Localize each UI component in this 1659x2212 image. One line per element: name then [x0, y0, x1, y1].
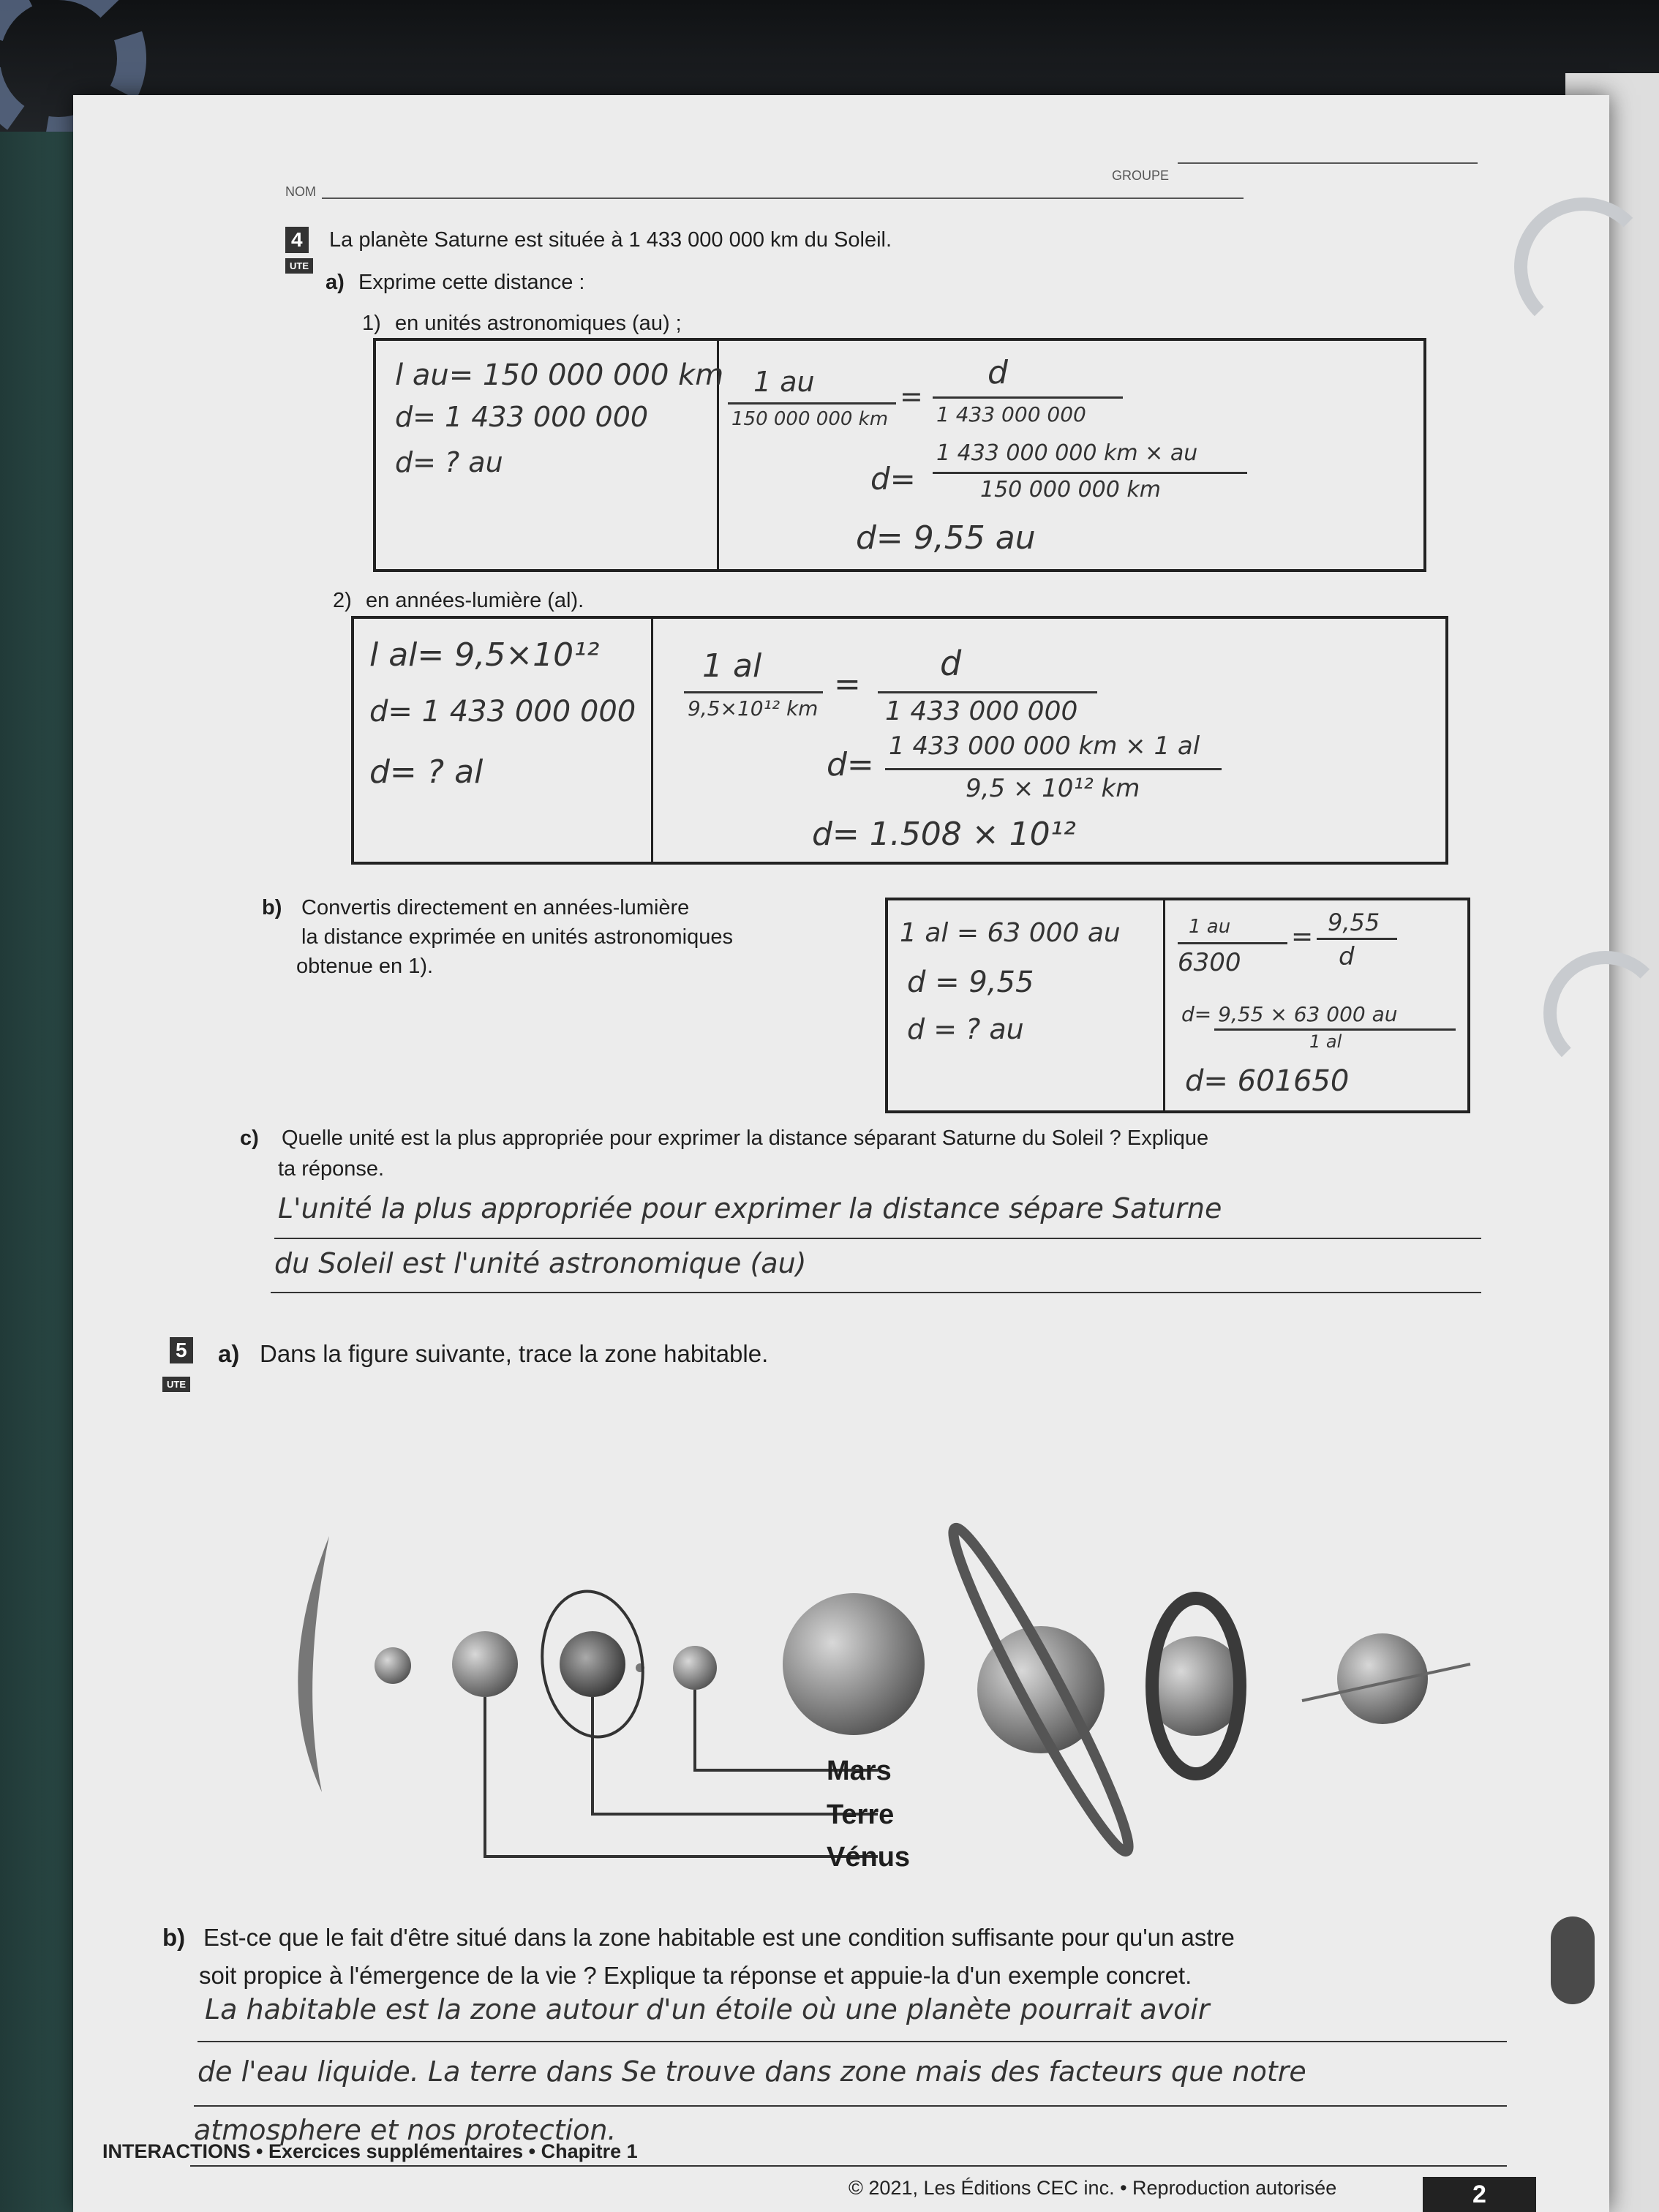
- planet-mars: [673, 1646, 717, 1690]
- page-number: 2: [1423, 2177, 1536, 2212]
- q4-b-text-1: Convertis directement en années-lumière: [301, 896, 690, 919]
- b-frac1-den: 6300: [1178, 948, 1241, 977]
- b-frac1-num: 1 au: [1189, 916, 1231, 938]
- a2-frac2-bar: [878, 691, 1097, 693]
- a2-frac2-den: 1 433 000 000: [885, 696, 1078, 726]
- a1-frac2-den: 1 433 000 000: [936, 402, 1086, 426]
- a2-frac2-num: d: [940, 644, 962, 683]
- label-terre: Terre: [827, 1799, 895, 1830]
- a2-frac1-den: 9,5×10¹² km: [688, 696, 819, 721]
- groupe-line: [1178, 162, 1478, 164]
- a2-given-2: d= 1 433 000 000: [369, 695, 636, 729]
- box-b-divider: [1163, 900, 1165, 1110]
- binder-ring-bottom: [1551, 1916, 1595, 2004]
- q5-b-text-2: soit propice à l'émergence de la vie ? Explique ta réponse et appuie-la d'un exemple concret.: [199, 1962, 1192, 1989]
- sun-edge: [298, 1536, 329, 1792]
- q5-b-text-1: Est-ce que le fait d'être situé dans la zone habitable est une condition suffisante pour qu'un astre: [203, 1924, 1235, 1951]
- a1-result: d= 9,55 au: [856, 519, 1036, 557]
- footer-right: © 2021, Les Éditions CEC inc. • Reproduction autorisée: [849, 2177, 1337, 2199]
- q5-b-answer-3: atmosphere et nos protection.: [194, 2114, 617, 2146]
- planet-jupiter: [783, 1593, 925, 1735]
- a1-frac1-num: 1 au: [753, 366, 815, 398]
- q4-b-text-3: obtenue en 1).: [296, 955, 434, 978]
- nom-line: [322, 198, 1244, 199]
- a2-calc-num: 1 433 000 000 km × 1 al: [889, 731, 1200, 761]
- a1-equals: =: [900, 380, 923, 413]
- q4-c-label: c): [240, 1126, 259, 1150]
- b-calc-num: d= 9,55 × 63 000 au: [1181, 1002, 1398, 1026]
- a2-calc-den: 9,5 × 10¹² km: [966, 774, 1140, 803]
- a2-equals: =: [834, 666, 861, 703]
- q4-c-text-2: ta réponse.: [278, 1157, 385, 1181]
- q4-a2-text: en années-lumière (al).: [366, 589, 584, 612]
- answer-line: [190, 2165, 1507, 2167]
- a1-calc-num: 1 433 000 000 km × au: [936, 440, 1198, 466]
- q4-a-label: a): [326, 271, 345, 294]
- b-calc-bar: [1214, 1028, 1456, 1031]
- answer-line: [271, 1292, 1481, 1293]
- q4-a1-label: 1): [362, 312, 381, 335]
- binder-ring-middle: [1543, 951, 1659, 1075]
- q5-b-label: b): [162, 1924, 186, 1951]
- q4-b-label: b): [262, 896, 282, 919]
- q4-a-text: Exprime cette distance :: [358, 271, 585, 294]
- a1-given-2: d= 1 433 000 000: [395, 401, 649, 433]
- a1-frac2-num: d: [988, 354, 1008, 391]
- answer-line: [198, 2041, 1507, 2042]
- planet-mercury: [375, 1647, 411, 1684]
- footer-left: INTERACTIONS • Exercices supplémentaires • Chapitre 1: [102, 2140, 638, 2162]
- binder-ring-top: [1514, 198, 1653, 336]
- groupe-label: GROUPE: [1112, 168, 1170, 183]
- a2-given-3: d= ? al: [369, 753, 484, 791]
- a2-frac1-num: 1 al: [702, 647, 762, 685]
- a1-given-3: d= ? au: [395, 446, 503, 478]
- a1-frac1-den: 150 000 000 km: [731, 408, 889, 430]
- q4-c-answer-1: L'unité la plus appropriée pour exprimer la distance sépare Saturne: [278, 1192, 1222, 1224]
- b-frac1-bar: [1178, 942, 1287, 944]
- q4-a1-text: en unités astronomiques (au) ;: [395, 312, 682, 335]
- label-venus: Vénus: [827, 1842, 911, 1873]
- b-frac2-num: 9,55: [1328, 908, 1380, 936]
- q5-b-answer-1: La habitable est la zone autour d'un étoile où une planète pourrait avoir: [205, 1993, 1210, 2025]
- a1-frac2-bar: [933, 396, 1123, 399]
- a1-calc-bar: [933, 472, 1247, 474]
- planet-neptune: [1337, 1633, 1428, 1724]
- solar-system-figure: [219, 1412, 1573, 1909]
- b-result: d= 601650: [1185, 1064, 1350, 1098]
- q4-c-text-1: Quelle unité est la plus appropriée pour exprimer la distance séparant Saturne du Soleil ? Explique: [282, 1126, 1209, 1150]
- b-given-3: d = ? au: [907, 1013, 1024, 1045]
- a1-frac1-bar: [728, 402, 896, 405]
- a2-d-equals: d=: [827, 746, 874, 783]
- planet-earth: [560, 1631, 625, 1697]
- a2-result: d= 1.508 × 10¹²: [812, 816, 1076, 853]
- q5-a-label: a): [218, 1340, 240, 1367]
- answer-line: [274, 1238, 1481, 1239]
- question-number-4: 4: [285, 227, 309, 253]
- q4-b-text-2: la distance exprimée en unités astronomiques: [301, 925, 733, 949]
- b-given-1: 1 al = 63 000 au: [900, 918, 1121, 948]
- ute-badge: UTE: [285, 258, 313, 274]
- q4-c-answer-2: du Soleil est l'unité astronomique (au): [274, 1247, 807, 1279]
- box-a2-divider: [651, 619, 653, 862]
- question-number-5: 5: [170, 1337, 193, 1363]
- a2-frac1-bar: [684, 691, 823, 693]
- b-calc-den: 1 al: [1309, 1031, 1342, 1052]
- a2-given-1: l al= 9,5×10¹²: [369, 636, 600, 674]
- planet-venus: [452, 1631, 518, 1697]
- b-equals: =: [1291, 922, 1314, 952]
- b-frac2-den: d: [1339, 942, 1355, 971]
- worksheet-page: [73, 95, 1609, 2212]
- a1-d-equals: d=: [870, 461, 916, 497]
- a1-calc-den: 150 000 000 km: [980, 477, 1161, 503]
- a1-given-1: l au= 150 000 000 km: [395, 358, 724, 392]
- nom-label: NOM: [285, 184, 316, 199]
- ute-badge: UTE: [162, 1377, 190, 1392]
- b-given-2: d = 9,55: [907, 966, 1034, 999]
- q5-a-text: Dans la figure suivante, trace la zone habitable.: [260, 1340, 769, 1367]
- q4-statement: La planète Saturne est située à 1 433 000 000 km du Soleil.: [329, 228, 892, 252]
- label-mars: Mars: [827, 1756, 892, 1786]
- q5-b-answer-2: de l'eau liquide. La terre dans Se trouve dans zone mais des facteurs que notre: [198, 2055, 1306, 2088]
- a2-calc-bar: [885, 768, 1222, 770]
- answer-line: [194, 2105, 1507, 2107]
- q4-a2-label: 2): [333, 589, 352, 612]
- b-frac2-bar: [1317, 938, 1397, 940]
